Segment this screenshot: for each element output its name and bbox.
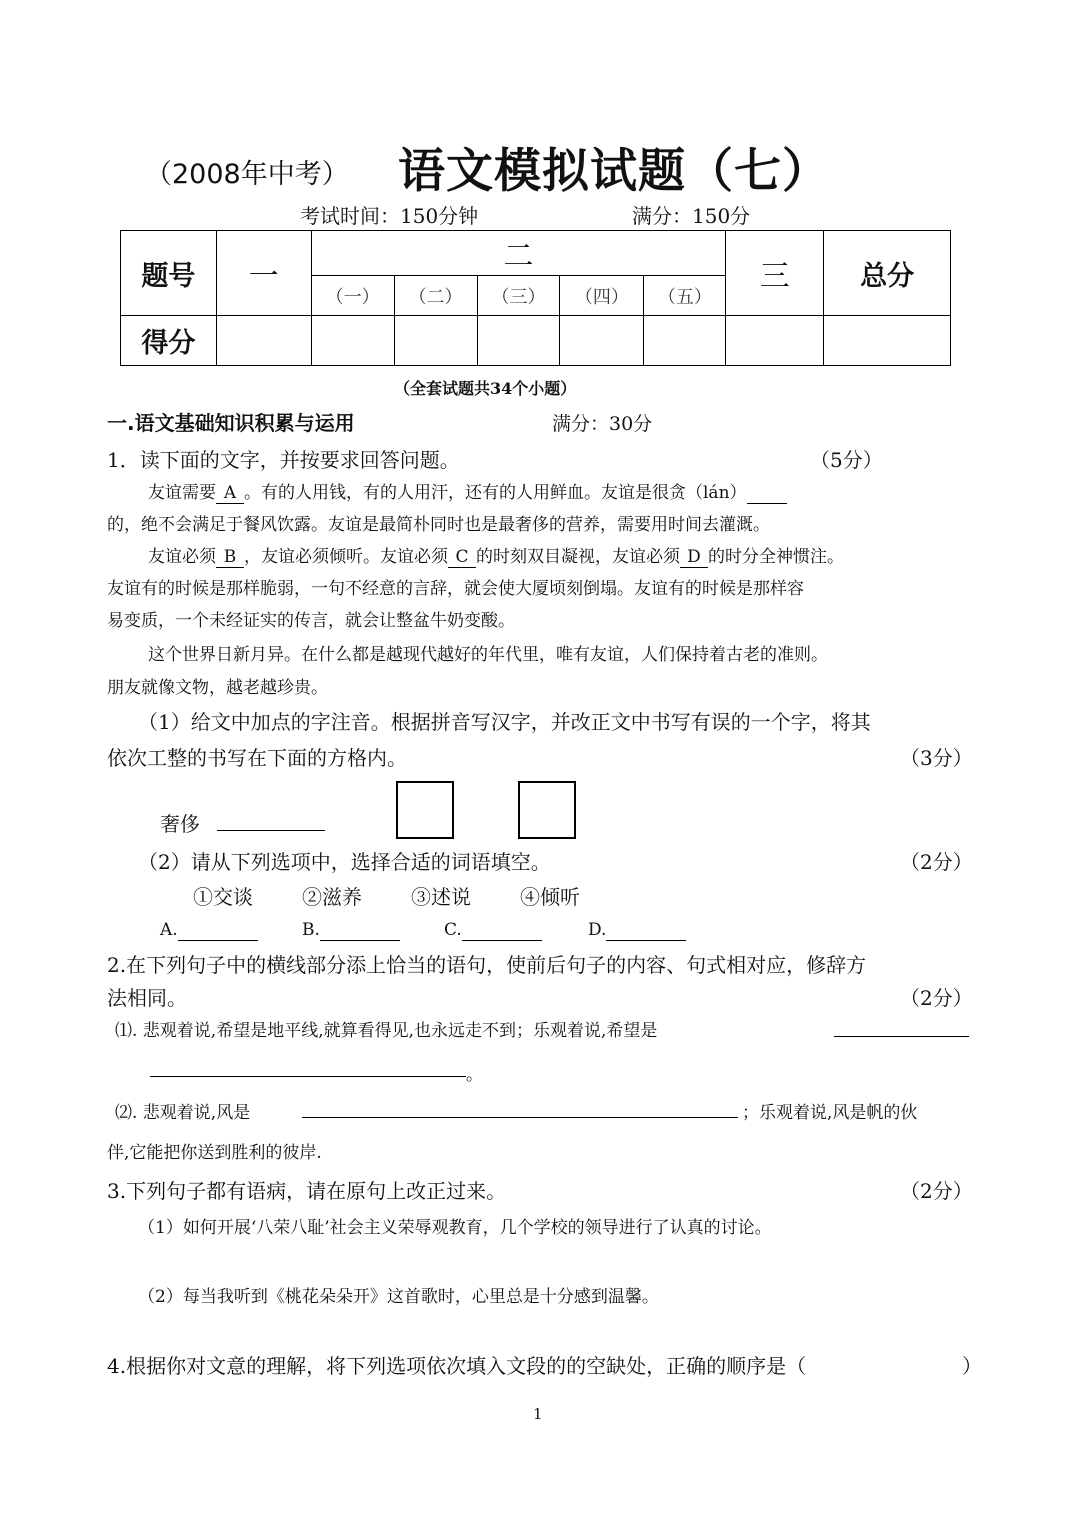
score-cell[interactable] [560, 316, 644, 366]
answer-box[interactable] [518, 781, 576, 839]
answer-box[interactable] [396, 781, 454, 839]
passage-line: 朋友就像文物，越老越珍贵。 [107, 678, 328, 698]
answer-line[interactable] [217, 830, 325, 831]
col-part-three: 三 [726, 231, 824, 316]
col-part-two: 二 [311, 231, 726, 276]
col-sub-3: （三） [477, 276, 560, 316]
score-cell[interactable] [311, 316, 394, 366]
blank-c: C [448, 547, 476, 568]
sentence-line: （1）如何开展‘八荣八耻’社会主义荣辱观教育，几个学校的领导进行了认真的讨论。 [138, 1218, 772, 1238]
sentence-line: 伴,它能把你送到胜利的彼岸. [107, 1143, 322, 1163]
sentence-line: ；乐观着说,风是帆的伙 [742, 1103, 918, 1123]
col-sub-4: （四） [560, 276, 644, 316]
answer-word: 奢侈 [160, 812, 200, 836]
question-stem: 1．读下面的文字，并按要求回答问题。 [107, 448, 460, 472]
passage-line: 易变质，一个未经证实的传言，就会让整盆牛奶变酸。 [107, 611, 515, 631]
full-score: 满分：150分 [632, 204, 751, 228]
sub-question: 依次工整的书写在下面的方格内。 [107, 746, 407, 770]
col-sub-5: （五） [644, 276, 726, 316]
col-part-one: 一 [216, 231, 311, 316]
sentence-line: （2）每当我听到《桃花朵朵开》这首歌时，心里总是十分感到温馨。 [138, 1287, 659, 1307]
title-prefix: （2008年中考） [145, 159, 349, 190]
passage-line: 友谊需要 A 。有的人用钱，有的人用汗，还有的人用鲜血。友谊是很贪（lán） [148, 478, 787, 504]
row-label-question: 题号 [121, 231, 217, 316]
score-cell[interactable] [216, 316, 311, 366]
answer-line[interactable] [150, 1076, 466, 1077]
col-sub-2: （二） [394, 276, 477, 316]
sentence-line: ⑵. 悲观着说,风是 [115, 1103, 251, 1123]
sentence-end: 。 [466, 1065, 483, 1085]
row-label-score: 得分 [121, 316, 217, 366]
score-cell[interactable] [644, 316, 726, 366]
question-bracket: ） [962, 1354, 982, 1378]
page-title: 语文模拟试题（七） [398, 144, 830, 199]
question-count-note: （全套试题共34个小题） [394, 379, 577, 398]
score-cell[interactable] [726, 316, 824, 366]
exam-time: 考试时间：150分钟 [300, 204, 479, 228]
question-stem: 法相同。 [107, 986, 187, 1010]
blank-a: A [216, 483, 244, 504]
sub-score: （2分） [900, 850, 973, 874]
score-cell[interactable] [394, 316, 477, 366]
blank-d: D [680, 547, 708, 568]
section-score: 满分：30分 [552, 413, 653, 435]
answer-line[interactable] [834, 1036, 969, 1037]
score-cell[interactable] [477, 316, 560, 366]
option-item: ④倾听 [520, 885, 580, 909]
question-stem: 2.在下列句子中的横线部分添上恰当的语句，使前后句子的内容、句式相对应，修辞方 [107, 953, 867, 977]
passage-line: 友谊有的时候是那样脆弱，一句不经意的言辞，就会使大厦顷刻倒塌。友谊有的时候是那样容 [107, 579, 804, 599]
question-score: （2分） [900, 1179, 973, 1203]
fill-item: D. [588, 920, 686, 941]
option-item: ①交谈 [193, 885, 253, 909]
option-item: ③述说 [411, 885, 471, 909]
question-score: （5分） [810, 448, 883, 472]
question-stem: 4.根据你对文意的理解，将下列选项依次填入文段的的空缺处，正确的顺序是（ [107, 1354, 807, 1378]
passage-line: 这个世界日新月异。在什么都是越现代越好的年代里，唯有友谊，人们保持着古老的准则。 [148, 645, 828, 665]
score-table [120, 230, 951, 366]
sentence-line: ⑴. 悲观着说,希望是地平线,就算看得见,也永远走不到；乐观着说,希望是 [115, 1021, 658, 1041]
question-score: （2分） [900, 986, 973, 1010]
question-stem: 3.下列句子都有语病，请在原句上改正过来。 [107, 1179, 507, 1203]
score-cell[interactable] [824, 316, 951, 366]
page-number: 1 [533, 1405, 543, 1423]
fill-item: B. [302, 920, 400, 941]
section-title: 一.语文基础知识积累与运用 [107, 411, 355, 435]
fill-item: C. [444, 920, 542, 941]
col-total: 总分 [824, 231, 951, 316]
blank-b: B [216, 547, 244, 568]
sub-question: （2）请从下列选项中，选择合适的词语填空。 [138, 850, 551, 874]
answer-line[interactable] [302, 1117, 738, 1118]
passage-line: 友谊必须 B ，友谊必须倾听。友谊必须 C 的时刻双目凝视，友谊必须 D 的时分全神惯注。 [148, 547, 844, 567]
passage-line: 的，绝不会满足于餐风饮露。友谊是最简朴同时也是最奢侈的营养，需要用时间去灌溉。 [107, 515, 770, 535]
sub-question: （1）给文中加点的字注音。根据拼音写汉字，并改正文中书写有误的一个字，将其 [138, 710, 871, 734]
option-item: ②滋养 [302, 885, 362, 909]
sub-score: （3分） [900, 746, 973, 770]
col-sub-1: （一） [311, 276, 394, 316]
fill-item: A. [160, 920, 258, 941]
